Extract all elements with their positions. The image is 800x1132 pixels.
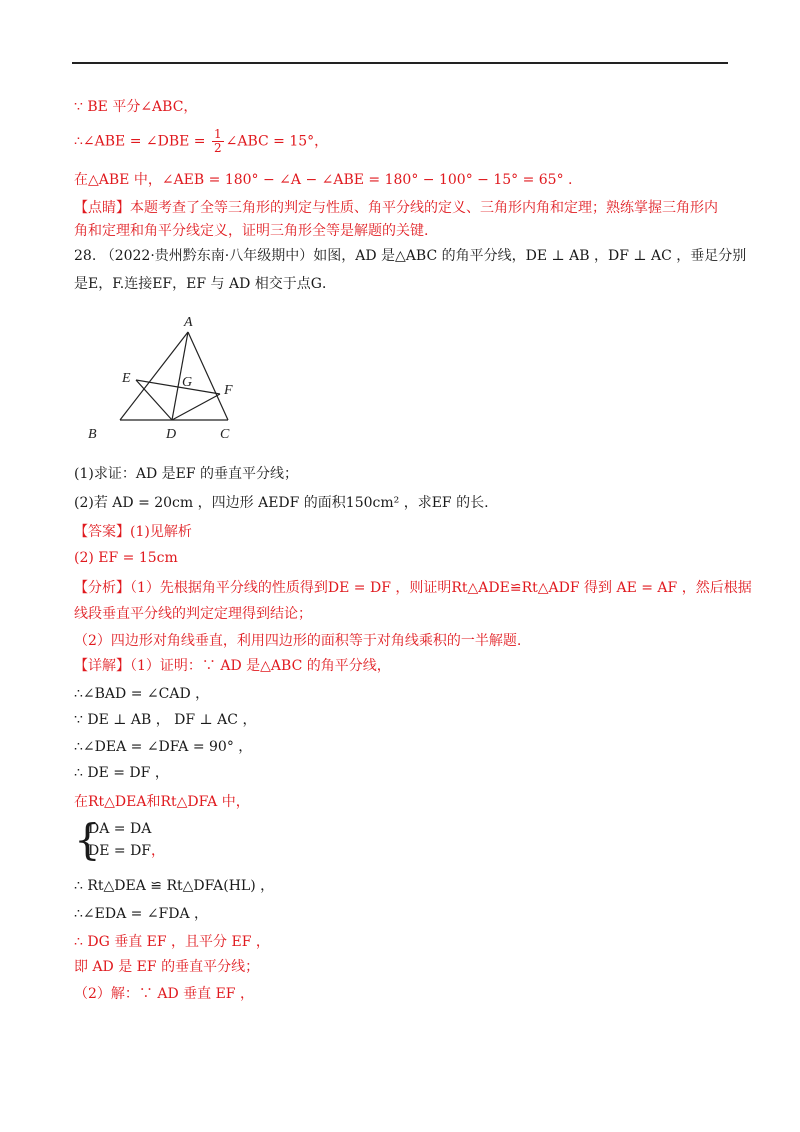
segment-AC [188, 332, 228, 420]
detail-line-3: ∵ DE ⊥ AB ， DF ⊥ AC ， [74, 712, 257, 728]
solution-line-2-part-b: ∠ABC = 15°， [225, 133, 329, 150]
detail-line-9: ∴ DG 垂直 EF ，且平分 EF ， [74, 934, 270, 950]
segment-DF [172, 394, 220, 420]
analysis-line-1: 【分析】（1）先根据角平分线的性质得到DE = DF ，则证明Rt△ADE≌Rt△ADF 得到 AE = AF ，然后根据 [74, 580, 752, 596]
question-part-2: (2)若 AD = 20cm ，四边形 AEDF 的面积150cm² ，求EF 的长. [74, 495, 489, 511]
label-A: A [184, 315, 193, 330]
fraction-denominator: 2 [213, 141, 222, 155]
problem-28-line-1: 28. （2022·贵州黔东南·八年级期中）如图，AD 是△ABC 的角平分线，DE ⊥ AB ，DF ⊥ AC ，垂足分别 [74, 248, 747, 264]
problem-28-line-2: 是E，F.连接EF，EF 与 AD 相交于点G． [74, 276, 336, 292]
detail-line-5: ∴ DE = DF ， [74, 765, 169, 781]
segment-EF [136, 380, 220, 394]
detail-line-11: （2）解：∵ AD 垂直 EF ， [74, 986, 254, 1002]
system-eq-2-text: DE = DF [88, 843, 152, 859]
analysis-line-2: 线段垂直平分线的判定定理得到结论； [74, 606, 312, 622]
detail-line-10: 即 AD 是 EF 的垂直平分线； [74, 959, 260, 975]
answer-line-1: 【答案】(1)见解析 [74, 524, 192, 540]
label-B: B [88, 427, 97, 442]
label-G: G [182, 375, 193, 390]
answer-line-2: (2) EF = 15cm [74, 550, 178, 566]
system-comma: ， [151, 843, 166, 859]
equation-system [74, 815, 166, 864]
triangle-figure [80, 312, 240, 442]
solution-line-2 [74, 128, 734, 155]
system-eq-1: DA = DA [88, 821, 152, 837]
detail-line-4: ∴∠DEA = ∠DFA = 90° ， [74, 739, 253, 755]
comment-line-2: 角和定理和角平分线定义，证明三角形全等是解题的关键. [74, 223, 429, 239]
solution-line-3: 在△ABE 中，∠AEB = 180° − ∠A − ∠ABE = 180° − 100° − 15° = 65° . [74, 172, 573, 188]
fraction-numerator: 1 [213, 127, 222, 141]
solution-line-2-part-a: ∴∠ABE = ∠DBE = [74, 133, 210, 150]
detail-line-6: 在Rt△DEA和Rt△DFA 中， [74, 794, 250, 810]
label-E: E [122, 371, 131, 386]
segment-DE [136, 380, 172, 420]
comment-line-1: 【点睛】本题考查了全等三角形的判定与性质、角平分线的定义、三角形内角和定理；熟练掌握三角形内 [74, 200, 718, 216]
brace-symbol: { [74, 815, 101, 864]
analysis-line-3: （2）四边形对角线垂直，利用四边形的面积等于对角线乘积的一半解题. [74, 633, 522, 649]
fraction-one-half [212, 128, 224, 155]
header-rule [72, 62, 728, 64]
solution-line-1: ∵ BE 平分∠ABC， [74, 99, 198, 115]
question-part-1: (1)求证：AD 是EF 的垂直平分线； [74, 466, 298, 482]
label-C: C [220, 427, 230, 442]
detail-line-8: ∴∠EDA = ∠FDA ， [74, 906, 209, 922]
detail-line-7: ∴ Rt△DEA ≌ Rt△DFA(HL) ， [74, 878, 275, 894]
label-F: F [224, 383, 233, 398]
detail-line-1: 【详解】（1）证明：∵ AD 是△ABC 的角平分线， [74, 658, 391, 674]
detail-line-2: ∴∠BAD = ∠CAD ， [74, 686, 210, 702]
label-D: D [166, 427, 177, 442]
